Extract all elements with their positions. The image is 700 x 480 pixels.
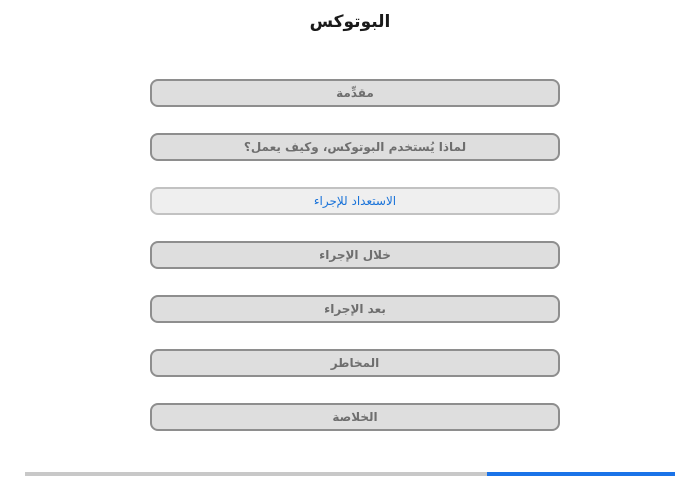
progress-bar — [25, 472, 675, 476]
menu-item-risks[interactable]: المخاطر — [150, 349, 560, 377]
menu-item-preparation[interactable]: الاستعداد للإجراء — [150, 187, 560, 215]
menu-item-after-procedure[interactable]: بعد الإجراء — [150, 295, 560, 323]
page-title: البوتوكس — [309, 12, 391, 32]
menu-item-during-procedure[interactable]: خلال الإجراء — [150, 241, 560, 269]
progress-bar-fill — [487, 472, 676, 476]
menu-item-why-and-how[interactable]: لماذا يُستخدم البوتوكس، وكيف يعمل؟ — [150, 133, 560, 161]
section-menu — [150, 79, 560, 457]
menu-item-introduction[interactable]: مقدِّمة — [150, 79, 560, 107]
menu-item-summary[interactable]: الخلاصة — [150, 403, 560, 431]
